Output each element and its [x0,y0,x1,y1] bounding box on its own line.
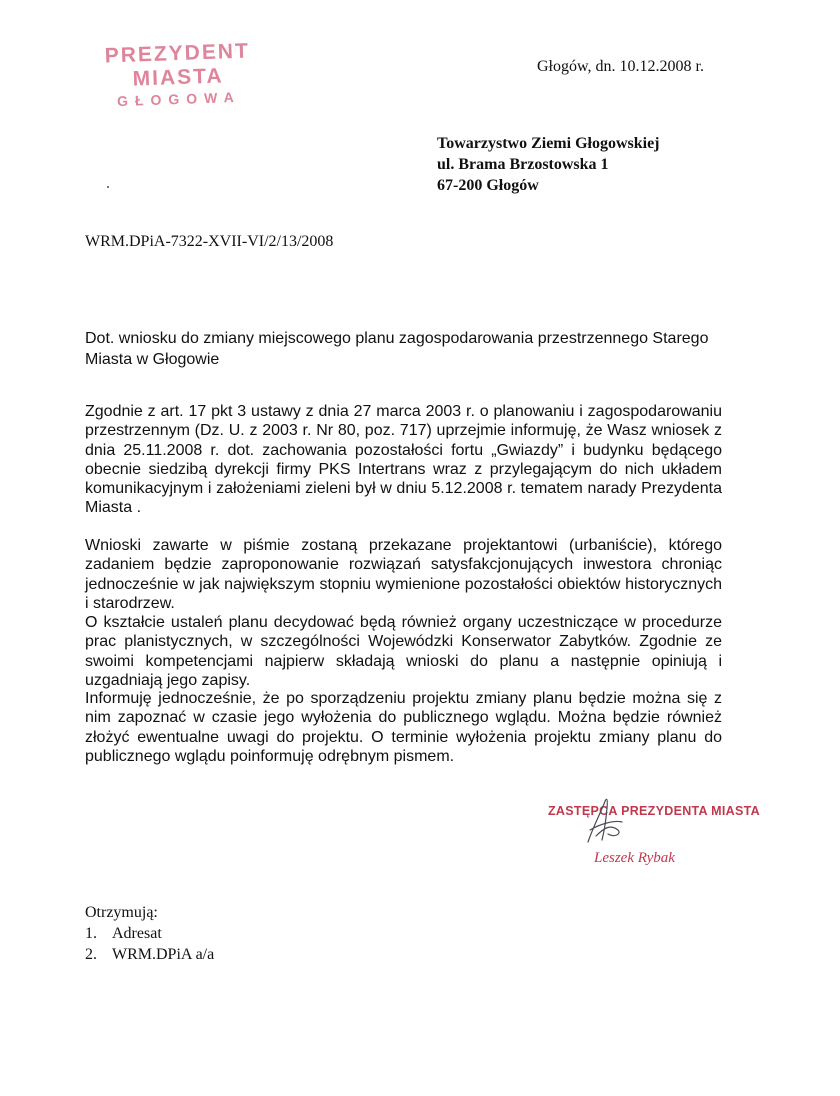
handwritten-signature [560,790,640,850]
list-item-number: 1. [85,925,97,942]
body-paragraph-2a: Wnioski zawarte w piśmie zostaną przekazane projektantowi (urbaniście), którego zadaniem będzie zaproponowanie rozwiązań satysfakcjonujących inwestora chroniąc jednocześnie w jak największym stopniu wymienione pozostałości obiektów historycznych i starodrzew. [85,537,722,612]
addressee-block [437,133,660,196]
stamp-line-1: PREZYDENT MIASTA [104,39,251,91]
addressee-city: 67-200 Głogów [437,177,539,194]
subject-line: Dot. wniosku do zmiany miejscowego planu zagospodarowania przestrzennego Starego Miasta w Głogowie [85,330,709,368]
list-item-text: Adresat [112,925,162,942]
addressee-name: Towarzystwo Ziemi Głogowskiej [437,135,660,152]
deputy-mayor-stamp: ZASTĘPCA PREZYDENTA MIASTA [548,804,760,818]
place-date: Głogów, dn. 10.12.2008 r. [537,58,704,75]
body-paragraph-2 [85,536,722,690]
list-item-number: 2. [85,946,97,963]
list-item [85,944,214,965]
reference-number: WRM.DPiA-7322-XVII-VI/2/13/2008 [85,233,334,250]
stamp-line-2: GŁOGOWA [116,88,241,110]
addressee-street: ul. Brama Brzostowska 1 [437,156,609,173]
list-item [85,923,214,944]
mayor-header-stamp [77,39,279,111]
body-paragraph-2b: O kształcie ustaleń planu decydować będą również organy uczestniczące w procedurze prac planistycznych, w szczególności Wojewódzki Konserwator Zabytków. Zgodnie ze swoimi kompetencjami najpierw składają wnioski do planu a następnie opiniują i uzgadniają jego zapisy. [85,614,722,690]
body-paragraph-3: Informuję jednocześnie, że po sporządzeniu projektu zmiany planu będzie można się z nim zapoznać w czasie jego wyłożenia do publicznego wglądu. Można będzie również złożyć ewentualne uwagi do projektu. O terminie wyłożenia projektu zmiany planu do publicznego wglądu poinformuję odrębnym pismem. [85,690,722,765]
list-item-text: WRM.DPiA a/a [112,946,215,963]
scan-speck [107,186,109,188]
recipients-list [85,923,214,965]
body-paragraph-1: Zgodnie z art. 17 pkt 3 ustawy z dnia 27 marca 2003 r. o planowaniu i zagospodarowaniu przestrzennym (Dz. U. z 2003 r. Nr 80, poz. 717) uprzejmie informuję, że Wasz wniosek z dnia 25.11.2008 r. dot. zachowania pozostałości fortu „Gwiazdy” i budynku będącego obecnie siedzibą dyrekcji firmy PKS Intertrans wraz z przylegającym do nich układem komunikacyjnym i założeniami zieleni był w dniu 5.12.2008 r. tematem narady Prezydenta Miasta . [85,403,722,517]
recipients-block [85,902,214,965]
recipients-heading: Otrzymują: [85,904,158,921]
signatory-name: Leszek Rybak [594,850,675,866]
